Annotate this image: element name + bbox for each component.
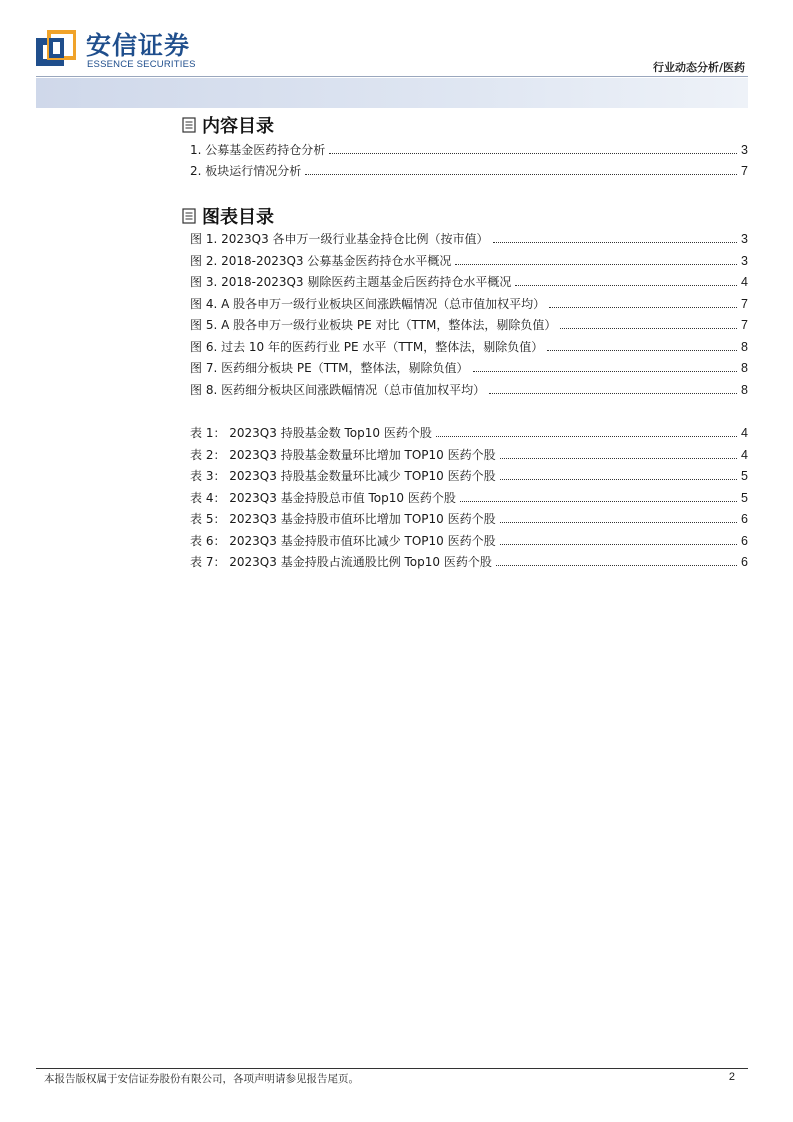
contents-title: 内容目录 xyxy=(202,116,274,137)
leader-dots xyxy=(460,500,737,502)
page-number: 2 xyxy=(728,1071,735,1083)
footer-disclaimer: 本报告版权属于安信证券股份有限公司，各项声明请参见报告尾页。 xyxy=(44,1073,359,1085)
leader-dots xyxy=(473,370,738,372)
table-entry[interactable] xyxy=(190,553,748,571)
toc-item[interactable] xyxy=(190,141,748,159)
leader-dots xyxy=(489,392,737,394)
figure-entry-label: 图 6. 过去 10 年的医药行业 PE 水平（TTM，整体法，剔除负值） xyxy=(190,340,544,354)
leader-dots xyxy=(455,263,737,265)
figure-entry-label: 图 8. 医药细分板块区间涨跌幅情况（总市值加权平均） xyxy=(190,383,486,397)
table-entry[interactable] xyxy=(190,446,748,464)
leader-dots xyxy=(329,152,737,154)
figure-entry-label: 图 4. A 股各申万一级行业板块区间涨跌幅情况（总市值加权平均） xyxy=(190,297,546,311)
leader-dots xyxy=(493,241,738,243)
table-entry-label: 表 3： 2023Q3 持股基金数量环比减少 TOP10 医药个股 xyxy=(190,469,496,483)
figure-entry-page: 8 xyxy=(741,340,748,354)
figure-entry[interactable] xyxy=(190,338,748,356)
leader-dots xyxy=(515,284,737,286)
table-entry[interactable] xyxy=(190,467,748,485)
figure-entry[interactable] xyxy=(190,359,748,377)
table-entry-label: 表 7： 2023Q3 基金持股占流通股比例 Top10 医药个股 xyxy=(190,555,492,569)
figure-entry-page: 8 xyxy=(741,361,748,375)
toc-item-page: 3 xyxy=(741,143,748,157)
list-icon xyxy=(182,208,196,229)
leader-dots xyxy=(496,564,737,566)
figure-entry-label: 图 5. A 股各申万一级行业板块 PE 对比（TTM，整体法，剔除负值） xyxy=(190,318,557,332)
table-entry[interactable] xyxy=(190,532,748,550)
logo-wordmark-cn: 安信证券 xyxy=(86,31,191,60)
figure-entry[interactable] xyxy=(190,316,748,334)
leader-dots xyxy=(560,327,737,329)
figure-entry-label: 图 1. 2023Q3 各申万一级行业基金持仓比例（按市值） xyxy=(190,232,489,246)
leader-dots xyxy=(500,543,737,545)
footer-divider xyxy=(36,1068,748,1069)
table-entry[interactable] xyxy=(190,489,748,507)
table-entry-page: 5 xyxy=(741,491,748,505)
table-entry-label: 表 4： 2023Q3 基金持股总市值 Top10 医药个股 xyxy=(190,491,456,505)
table-entry-page: 4 xyxy=(741,448,748,462)
list-icon xyxy=(182,117,196,138)
table-entry-label: 表 5： 2023Q3 基金持股市值环比增加 TOP10 医药个股 xyxy=(190,512,496,526)
figure-entry-page: 7 xyxy=(741,297,748,311)
figure-entry[interactable] xyxy=(190,252,748,270)
table-entry-page: 4 xyxy=(741,426,748,440)
leader-dots xyxy=(500,521,737,523)
figure-entry-page: 7 xyxy=(741,318,748,332)
figure-entry-page: 4 xyxy=(741,275,748,289)
leader-dots xyxy=(547,349,737,351)
leader-dots xyxy=(549,306,737,308)
table-entry-label: 表 2： 2023Q3 持股基金数量环比增加 TOP10 医药个股 xyxy=(190,448,496,462)
leader-dots xyxy=(436,435,737,437)
figure-entry-label: 图 3. 2018-2023Q3 剔除医药主题基金后医药持仓水平概况 xyxy=(190,275,512,289)
figure-entry-page: 3 xyxy=(741,232,748,246)
contents-heading xyxy=(182,112,274,138)
table-entry[interactable] xyxy=(190,424,748,442)
figure-entry-label: 图 2. 2018-2023Q3 公募基金医药持仓水平概况 xyxy=(190,254,452,268)
company-logo-icon xyxy=(36,30,76,70)
figures-title: 图表目录 xyxy=(202,207,274,228)
table-entry-page: 6 xyxy=(741,555,748,569)
figure-entry[interactable] xyxy=(190,273,748,291)
toc-item-label: 1. 公募基金医药持仓分析 xyxy=(190,143,326,157)
toc-item-label: 2. 板块运行情况分析 xyxy=(190,164,302,178)
table-entry-label: 表 6： 2023Q3 基金持股市值环比减少 TOP10 医药个股 xyxy=(190,534,496,548)
figures-heading xyxy=(182,203,274,229)
leader-dots xyxy=(500,457,737,459)
leader-dots xyxy=(305,173,737,175)
figure-entry-page: 8 xyxy=(741,383,748,397)
table-entry-page: 6 xyxy=(741,534,748,548)
header-band xyxy=(36,78,748,108)
figure-entry[interactable] xyxy=(190,381,748,399)
figure-entry-page: 3 xyxy=(741,254,748,268)
report-category: 行业动态分析/医药 xyxy=(652,61,745,74)
figure-entry[interactable] xyxy=(190,230,748,248)
header-divider xyxy=(36,76,748,77)
table-entry-label: 表 1： 2023Q3 持股基金数 Top10 医药个股 xyxy=(190,426,432,440)
logo-wordmark-en: ESSENCE SECURITIES xyxy=(87,59,196,70)
toc-item-page: 7 xyxy=(741,164,748,178)
toc-item[interactable] xyxy=(190,162,748,180)
leader-dots xyxy=(500,478,737,480)
table-entry-page: 5 xyxy=(741,469,748,483)
table-entry[interactable] xyxy=(190,510,748,528)
figure-entry-label: 图 7. 医药细分板块 PE（TTM，整体法，剔除负值） xyxy=(190,361,469,375)
table-entry-page: 6 xyxy=(741,512,748,526)
figure-entry[interactable] xyxy=(190,295,748,313)
